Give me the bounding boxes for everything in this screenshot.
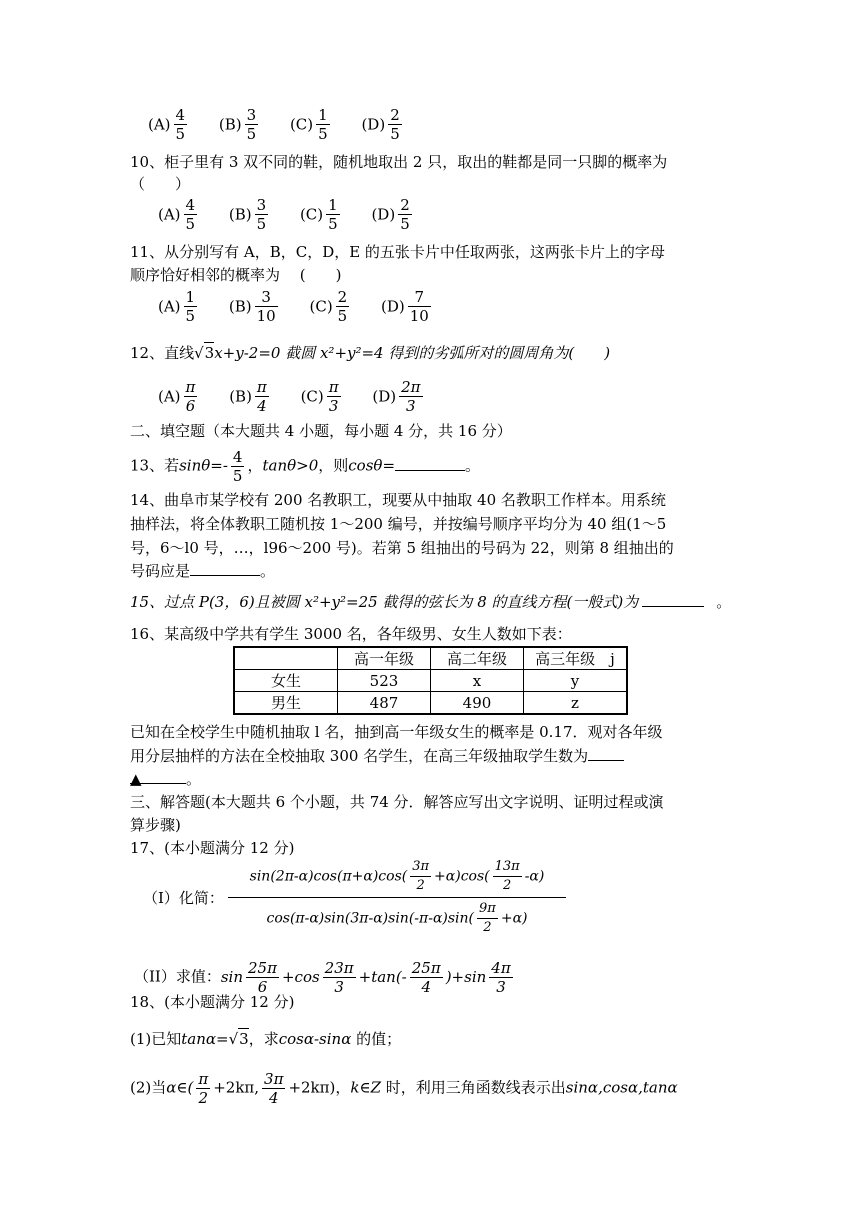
q12-options [158,378,450,415]
q12-option-c: (C) $\frac{\pi}{3}$ [300,378,339,415]
q14-line3: 号，6～l0 号，…，l96～200 号)。若第 5 组抽出的号码为 22，则第 8 组抽出的 [130,539,674,557]
q12-option-a: (A) $\frac{\pi}{6}$ [158,378,196,415]
q18-part2: (2)当α∈( $\frac{\pi}{2}$ +2kπ, $\frac{3\pi}{4}$ +2kπ)，k∈Z 时，利用三角函数线表示出sinα,cosα,tanα [130,1070,678,1107]
q17-title: 17、(本小题满分 12 分) [130,839,295,857]
q17-part1-label: （I）化简： [143,889,224,907]
q11-options [158,288,458,325]
section3-line1: 三、解答题(本大题共 6 个小题，共 74 分．解答应写出文字说明、证明过程或演 [130,793,664,811]
q18-part1: (1)已知tanα=√3，求cosα-sinα 的值； [130,1030,402,1048]
table-row [234,670,627,692]
q11-line2: 顺序恰好相邻的概率为 ( ) [130,266,342,284]
table-row [234,692,627,715]
q10-option-a: (A) $\frac{4}{5}$ [158,196,196,233]
q9-option-a: (A) $\frac{4}{5}$ [148,106,186,143]
q17-numerator: sin(2π-α)cos(π+α)cos( $\frac{3\pi}{2}$ +α)cos( $\frac{13\pi}{2}$ -α) [249,859,545,893]
q13-line: 13、若sinθ=- $\frac{4}{5}$ ，tanθ>0，则cosθ= 。 [130,448,481,485]
q12-option-b: (B) $\frac{\pi}{4}$ [229,378,267,415]
table-cell: 男生 [234,692,338,715]
section3-line2: 算步骤) [130,816,181,834]
table-cell: 490 [431,692,524,715]
q16-line1: 16、某高级中学共有学生 3000 名，各年级男、女生人数如下表： [130,625,572,643]
q16-after1: 已知在全校学生中随机抽取 l 名，抽到高一年级女生的概率是 0.17．观对各年级 [130,723,663,741]
q14-line1: 14、曲阜市某学校有 200 名教职工，现要从中抽取 40 名教职工作样本。用系统 [130,491,666,509]
q10-option-c: (C) $\frac{1}{5}$ [299,196,338,233]
q16-after2: 用分层抽样的方法在全校抽取 300 名学生，在高三年级抽取学生数为 [130,746,624,766]
q10-line1: 10、柜子里有 3 双不同的鞋，随机地取出 2 只，取出的鞋都是同一只脚的概率为 [130,153,668,171]
table-row [234,647,627,670]
q15-line: 15、过点 P(3，6)且被圆 x²+y²=25 截得的弦长为 8 的直线方程(一般式)为 。 [130,593,732,611]
q14-line2: 抽样法，将全体教职工随机按 1～200 编号，并按编号顺序平均分为 40 组(1～5 [130,515,667,533]
q9-options [148,106,429,143]
q17-part1-expression [228,858,566,937]
table-cell: y [524,670,628,692]
q17-part2-expression: sin $\frac{25\pi}{6}$ +cos $\frac{23\pi}{3}$ +tan(- $\frac{25\pi}{4}$ )+sin $\frac{4\pi}{3}$ [220,959,511,996]
q10-options [158,196,439,233]
table-cell: x [431,670,524,692]
table-cell: z [524,692,628,715]
q14-answer-blank[interactable] [190,561,260,576]
q12-option-d: (D) $\frac{2\pi}{3}$ [372,378,421,415]
table-cell: 487 [338,692,431,715]
q17-denominator: cos(π-α)sin(3π-α)sin(-π-α)sin( $\frac{9\pi}{2}$ +α) [266,901,528,935]
sqrt-symbol: √ [194,344,204,362]
q13-answer-blank[interactable] [395,456,465,471]
q10-option-b: (B) $\frac{3}{5}$ [228,196,267,233]
table-cell: 523 [338,670,431,692]
q16-answer-blank[interactable] [588,746,624,761]
q18-title: 18、(本小题满分 12 分) [130,993,295,1011]
table-cell: 女生 [234,670,338,692]
q14-line4: 号码应是 。 [130,562,276,580]
triangle-marker-icon: ▲ [130,770,142,788]
q11-line1: 11、从分别写有 A，B，C，D，E 的五张卡片中任取两张，这两张卡片上的字母 [130,243,665,261]
sqrt-symbol: √ [228,1030,239,1048]
q11-option-a: (A) $\frac{1}{5}$ [158,288,196,325]
q9-option-d: (D) $\frac{2}{5}$ [361,106,400,143]
q16-answer-blank-2[interactable] [130,769,186,788]
grades-table [233,646,628,715]
q17-part2-line: （II）求值：sin $\frac{25\pi}{6}$ +cos $\frac{23\pi}{3}$ +tan(- $\frac{25\pi}{4}$ )+sin $\frac{4\pi}{3}$ [134,959,516,996]
q11-option-b: (B) $\frac{3}{10}$ [228,288,276,325]
q15-answer-blank[interactable] [642,592,704,607]
table-header-cell: 高三年级 j [524,647,628,670]
q9-option-b: (B) $\frac{3}{5}$ [218,106,257,143]
q10-option-d: (D) $\frac{2}{5}$ [371,196,410,233]
q10-line2: （ ） [130,175,191,193]
q11-option-c: (C) $\frac{2}{5}$ [309,288,348,325]
table-header-cell: 高二年级 [431,647,524,670]
table-header-cell [234,647,338,670]
section2-heading: 二、填空题（本大题共 4 小题，每小题 4 分，共 16 分） [130,422,512,440]
q12-line: 12、直线√3x+y-2=0 截圆 x²+y²=4 得到的劣弧所对的圆周角为( ) [130,344,611,362]
table-header-cell: 高一年级 [338,647,431,670]
q16-after3: ▲ 。 [130,770,202,788]
q9-option-c: (C) $\frac{1}{5}$ [289,106,328,143]
q11-option-d: (D) $\frac{7}{10}$ [381,288,429,325]
